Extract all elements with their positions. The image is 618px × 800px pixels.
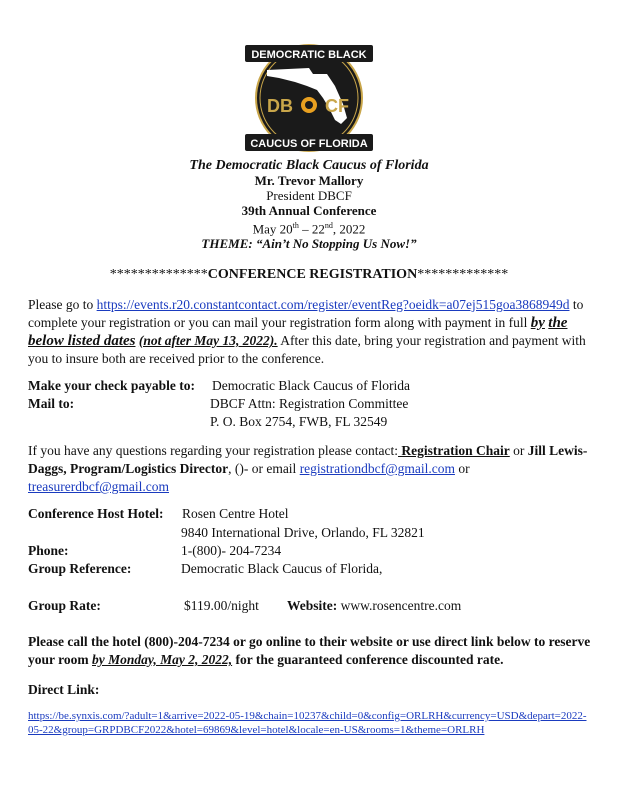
dbcf-logo: [243, 42, 375, 154]
website-info: [287, 597, 461, 615]
sun-icon: [301, 97, 317, 113]
mail-line-1: DBCF Attn: Registration Committee: [210, 396, 409, 411]
registration-title: **************CONFERENCE REGISTRATION*************: [109, 267, 509, 282]
listed-dates: the below listed dates: [28, 315, 568, 349]
president-name: Mr. Trevor Mallory: [254, 173, 364, 188]
group-rate-value: $119.00/night: [184, 598, 259, 613]
group-rate-label: Group Rate:: [28, 598, 101, 613]
website-label: Website:: [287, 598, 338, 613]
mail-label: Mail to:: [28, 396, 75, 411]
mail-line-2: P. O. Box 2754, FWB, FL 32549: [210, 414, 388, 429]
group-reference-label: Group Reference:: [28, 561, 132, 576]
registration-chair: Registration Chair: [398, 443, 510, 458]
direct-link-label: Direct Link:: [28, 682, 100, 697]
check-value: Democratic Black Caucus of Florida: [212, 378, 410, 393]
org-name: The Democratic Black Caucus of Florida: [189, 158, 429, 173]
host-hotel-address: 9840 International Drive, Orlando, FL 32821: [181, 525, 425, 540]
logo-bottom-text: CAUCUS OF FLORIDA: [250, 138, 368, 150]
president-role: President DBCF: [266, 188, 352, 203]
registration-email-link[interactable]: registrationdbcf@gmail.com: [299, 461, 455, 476]
host-hotel-name: Rosen Centre Hotel: [182, 506, 289, 521]
conference-dates: May 20th – 22nd, 2022: [252, 221, 366, 237]
program-director: Jill Lewis-Daggs, Program/Logistics Director: [28, 443, 588, 476]
website-value: www.rosencentre.com: [337, 598, 462, 613]
logo-top-text: DEMOCRATIC BLACK: [251, 49, 367, 61]
intro-paragraph: Please go to https://events.r20.constantcontact.com/register/eventReg?oeidk=a07ej515goa3868949d to complete your registration or you can mail your registration form along with payment in full by the below listed dates (not after May 13, 2022). After this date, bring your registration and payment with you to insure both are received prior to the conference.: [28, 297, 586, 366]
direct-booking-link[interactable]: https://be.synxis.com/?adult=1&arrive=2022-05-19&chain=10237&child=0&config=ORLRH&currency=USD&depart=2022-05-22&group=GRPDBCF2022&hotel=69869&level=hotel&locale=en-US&rooms=1&theme=ORLRH: [28, 710, 587, 736]
deadline-note: (not after May 13, 2022).: [138, 333, 278, 348]
conference-theme: THEME: “Ain’t No Stopping Us Now!”: [201, 236, 417, 252]
registration-link[interactable]: https://events.r20.constantcontact.com/register/eventReg?oeidk=a07ej515goa3868949d: [96, 297, 570, 312]
questions-paragraph: If you have any questions regarding your registration please contact: Registration Chair or Jill Lewis-Daggs, Program/Logistics Director, ()- or email registrationdbcf@gmail.com or treasurerdbcf@gmail.com: [28, 443, 588, 494]
check-label: Make your check payable to:: [28, 378, 195, 393]
logo-mid-left: DB: [267, 96, 293, 116]
booking-deadline: by Monday, May 2, 2022,: [92, 652, 233, 667]
treasurer-email-link[interactable]: treasurerdbcf@gmail.com: [28, 479, 169, 494]
phone-label: Phone:: [28, 543, 69, 558]
conference-header: [0, 158, 618, 251]
host-hotel-label: Conference Host Hotel:: [28, 506, 164, 521]
phone-value: 1-(800)- 204-7234: [181, 543, 282, 558]
conference-title: 39th Annual Conference: [241, 203, 377, 218]
group-reference-value: Democratic Black Caucus of Florida,: [181, 561, 383, 576]
call-paragraph: Please call the hotel (800)-204-7234 or go online to their website or use direct link below to reserve your room by Monday, May 2, 2022, for the guaranteed conference discounted rate.: [28, 634, 591, 667]
logo-mid-right: CF: [325, 96, 349, 116]
